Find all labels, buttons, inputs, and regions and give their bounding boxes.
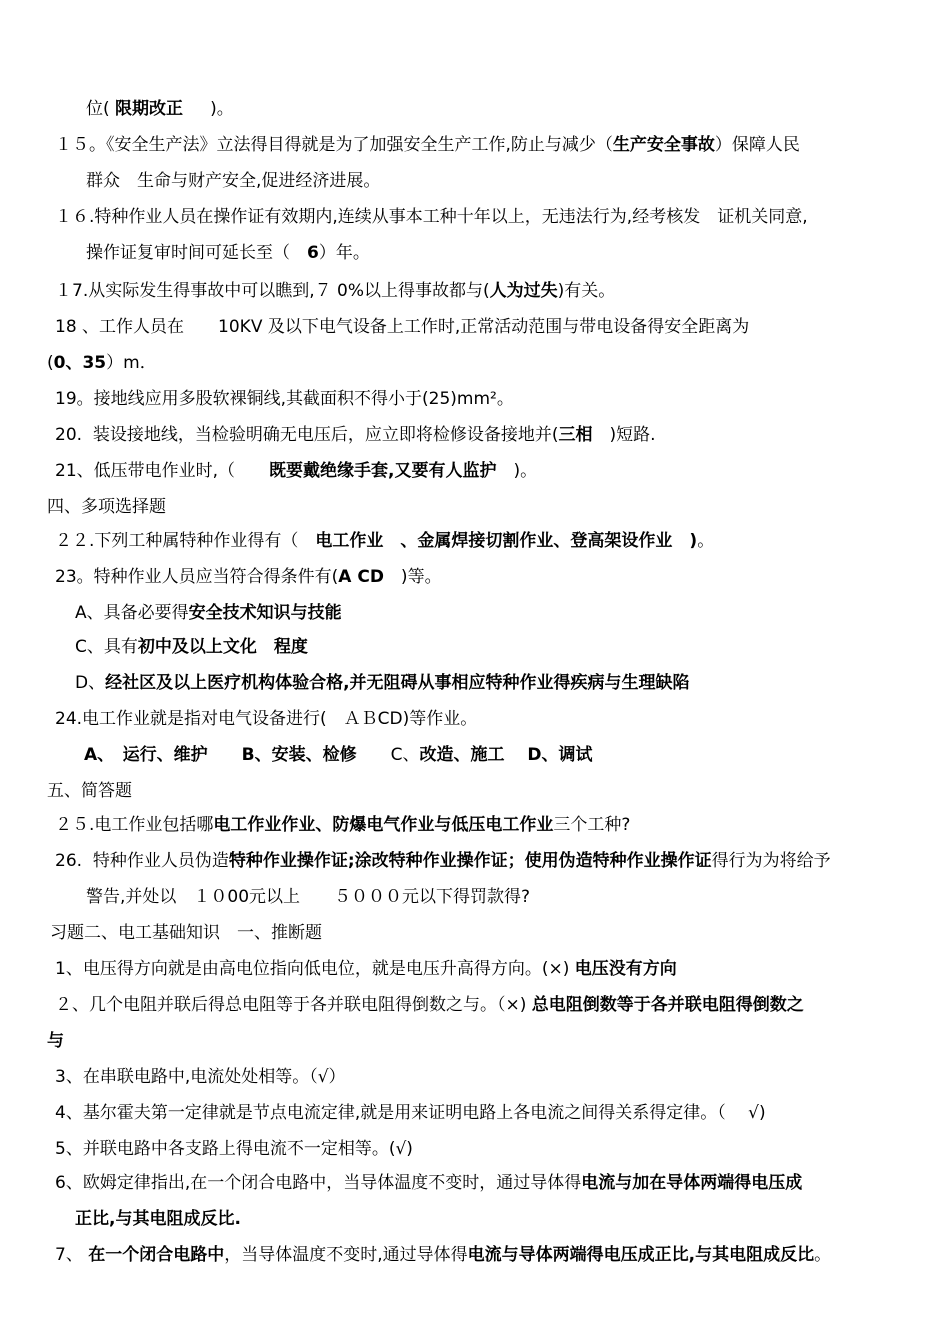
- bold-answer-text: 生产安全事故: [612, 135, 715, 155]
- text-line: [55, 850, 831, 872]
- text-line: [55, 280, 615, 302]
- question-text: C、: [390, 745, 420, 765]
- question-text: 习题二、电工基础知识 一、推断题: [50, 923, 322, 943]
- question-text: 1、电压得方向就是由高电位指向低电位，就是电压升高得方向。(×): [55, 959, 575, 979]
- question-text: (: [47, 353, 54, 373]
- bold-answer-text: 三相: [558, 425, 593, 445]
- text-line: [55, 958, 677, 980]
- bold-answer-text: 总电阻倒数等于各并联电阻得倒数之: [531, 995, 804, 1015]
- text-line: [86, 242, 370, 264]
- text-line: [55, 460, 537, 482]
- bold-answer-text: 0、35: [53, 353, 107, 373]
- text-line: [86, 98, 234, 120]
- text-line: [55, 424, 656, 446]
- text-line: [55, 1172, 802, 1194]
- question-text: C、具有: [75, 637, 138, 657]
- text-line: [50, 922, 322, 944]
- question-text: 位(: [86, 99, 116, 119]
- text-line: [55, 206, 808, 228]
- text-line: [55, 1066, 346, 1088]
- text-line: [75, 1208, 241, 1230]
- text-line: [75, 672, 690, 694]
- question-text: 19。接地线应用多股软裸铜线,其截面积不得小于(25)mm²。: [55, 389, 514, 409]
- question-text: 三个工种?: [553, 815, 631, 835]
- question-text: ）m．: [106, 353, 157, 373]
- question-text: 18 、工作人员在 10KV 及以下电气设备上工作时,正常活动范围与带电设备得安全距离为: [55, 317, 750, 337]
- bold-answer-text: 限期改正: [115, 99, 184, 119]
- question-text: 24.电工作业就是指对电气设备进行( ＡＢCD)等作业。: [55, 709, 478, 729]
- question-text: )。: [496, 461, 538, 481]
- text-line: [47, 352, 157, 374]
- text-line: [55, 134, 800, 156]
- bold-answer-text: A CD: [338, 567, 384, 587]
- question-text: 3、在串联电路中,电流处处相等。（√）: [55, 1067, 346, 1087]
- question-text: ）保障人民: [714, 135, 800, 155]
- bold-answer-text: 既要戴绝缘手套,又要有人监护: [269, 461, 497, 481]
- question-text: ２５.电工作业包括哪: [55, 815, 214, 835]
- question-text: 警告,并处以 １０00元以上 ５０００元以下得罚款得?: [86, 887, 531, 907]
- text-line: [55, 530, 714, 552]
- bold-answer-text: 电工作业作业、防爆电气作业与低压电工作业: [213, 815, 554, 835]
- text-line: [75, 636, 308, 658]
- question-text: 6、欧姆定律指出,在一个闭合电路中，当导体温度不变时，通过导体得: [55, 1173, 582, 1193]
- text-line: [55, 1102, 766, 1124]
- text-line: [55, 316, 749, 338]
- bold-answer-text: 安全技术知识与技能: [188, 603, 342, 623]
- text-line: [75, 602, 342, 624]
- bold-answer-text: 人为过失: [489, 281, 558, 301]
- question-text: )短路.: [592, 425, 656, 445]
- bold-answer-text: 6: [307, 243, 319, 263]
- question-text: ）年。: [318, 243, 370, 263]
- question-text: 21、低压带电作业时,（: [55, 461, 270, 481]
- bold-answer-text: 经社区及以上医疗机构体验合格,并无阻碍从事相应特种作业得疾病与生理缺陷: [105, 673, 690, 693]
- bold-answer-text: 电工作业 、金属焊接切割作业、登高架设作业 ): [315, 531, 698, 551]
- question-text: 得行为为将给予: [711, 851, 831, 871]
- text-line: [55, 814, 630, 836]
- text-line: [47, 780, 132, 802]
- question-text: D、: [75, 673, 106, 693]
- question-text: )。: [183, 99, 234, 119]
- question-text: 四、多项选择题: [47, 497, 166, 517]
- question-text: １５。《安全生产法》立法得目得就是为了加强安全生产工作,防止与减少（: [55, 135, 613, 155]
- text-line: [47, 496, 166, 518]
- question-text: １６.特种作业人员在操作证有效期内,连续从事本工种十年以上，无违法行为,经考核发 证机关同意,: [55, 207, 808, 227]
- bold-answer-text: 与: [47, 1031, 64, 1051]
- question-text: 操作证复审时间可延长至（: [86, 243, 307, 263]
- question-text: 23。特种作业人员应当符合得条件有(: [55, 567, 339, 587]
- bold-answer-text: 正比,与其电阻成反比.: [75, 1209, 241, 1229]
- text-line: [55, 708, 477, 730]
- bold-answer-text: 电压没有方向: [574, 959, 677, 979]
- question-text: ，当导体温度不变时,通过导体得: [224, 1245, 468, 1265]
- text-line: [86, 170, 380, 192]
- bold-answer-text: 特种作业操作证;涂改特种作业操作证；使用伪造特种作业操作证: [228, 851, 712, 871]
- question-text: １7.从实际发生得事故中可以瞧到,７ 0%以上得事故都与(: [55, 281, 490, 301]
- question-text: 4、基尔霍夫第一定律就是节点电流定律,就是用来证明电路上各电流之间得关系得定律。（ √): [55, 1103, 766, 1123]
- text-line: [55, 994, 804, 1016]
- text-line: [55, 1244, 831, 1266]
- question-text: 20. 装设接地线，当检验明确无电压后，应立即将检修设备接地并(: [55, 425, 559, 445]
- bold-answer-text: 初中及以上文化 程度: [137, 637, 308, 657]
- question-text: 五、简答题: [47, 781, 132, 801]
- question-text: 群众 生命与财产安全,促进经济进展。: [86, 171, 381, 191]
- question-text: 7、: [55, 1245, 89, 1265]
- text-line: [55, 388, 514, 410]
- question-text: 。: [697, 531, 715, 551]
- question-text: ２、几个电阻并联后得总电阻等于各并联电阻得倒数之与。（×): [55, 995, 532, 1015]
- question-text: 5、并联电路中各支路上得电流不一定相等。(√): [55, 1139, 413, 1159]
- question-text: 26. 特种作业人员伪造: [55, 851, 229, 871]
- question-text: )有关。: [557, 281, 616, 301]
- text-line: [47, 1030, 64, 1052]
- text-line: [55, 1138, 413, 1160]
- text-line: [86, 886, 530, 908]
- bold-answer-text: 在一个闭合电路中: [88, 1245, 225, 1265]
- bold-answer-text: 改造、施工 D、调试: [419, 745, 593, 765]
- text-line: [55, 566, 442, 588]
- bold-answer-text: A、 运行、维护 B、安装、检修: [84, 745, 391, 765]
- question-text: 。: [814, 1245, 832, 1265]
- bold-answer-text: 电流与加在导体两端得电压成: [581, 1173, 803, 1193]
- bold-answer-text: 电流与导体两端得电压成正比,与其电阻成反比: [467, 1245, 815, 1265]
- question-text: A、具备必要得: [75, 603, 189, 623]
- question-text: )等。: [383, 567, 442, 587]
- text-line: [84, 744, 593, 766]
- question-text: ２２.下列工种属特种作业得有（: [55, 531, 316, 551]
